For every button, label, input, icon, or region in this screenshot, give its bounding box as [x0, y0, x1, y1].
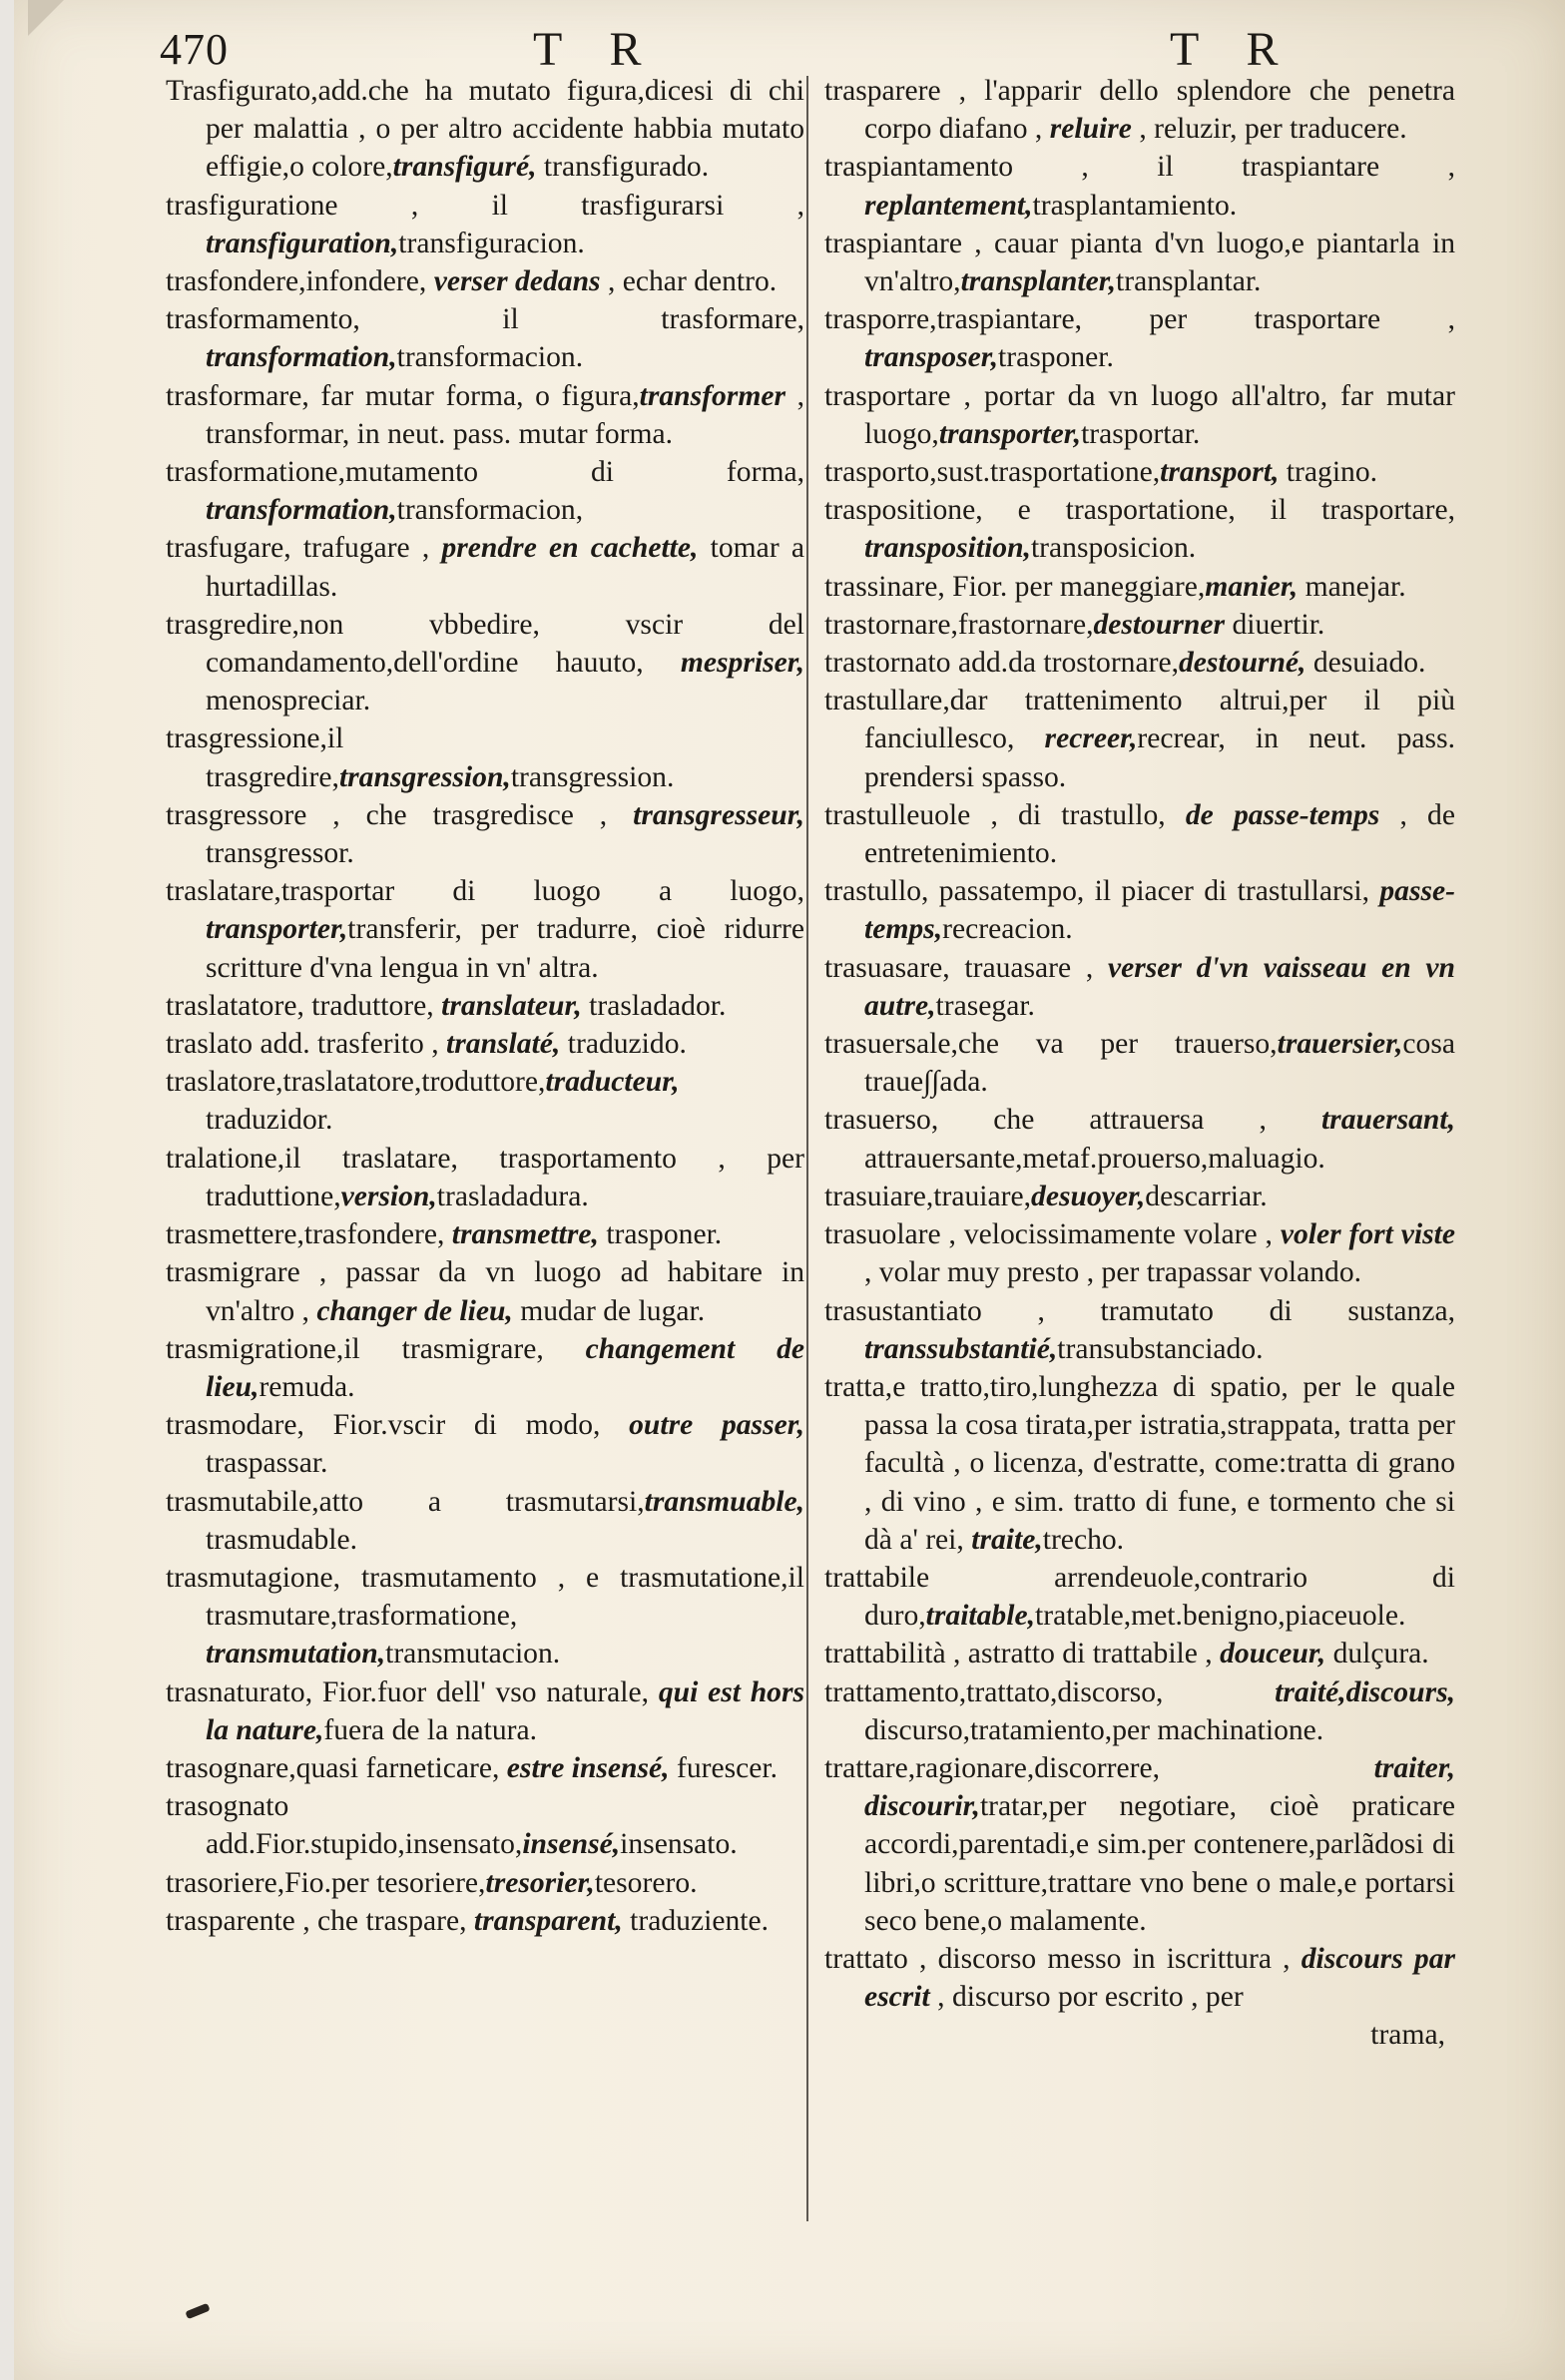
entry-spanish-term: transfiguracion. [398, 227, 585, 259]
dictionary-entry [824, 1749, 1455, 1940]
dictionary-entry [824, 1215, 1455, 1291]
entry-spanish-term: trasportar. [1081, 417, 1201, 450]
dictionary-entry [824, 1025, 1455, 1101]
entry-italian-definition: trastornare,frastornare, [824, 608, 1094, 641]
dictionary-entry [166, 987, 804, 1025]
entry-spanish-term: recreacion. [942, 913, 1073, 946]
dictionary-entry [824, 1178, 1455, 1215]
entry-french-term: transplanter, [960, 265, 1116, 298]
dictionary-entry [824, 72, 1455, 148]
dictionary-entry [166, 1902, 804, 1940]
dictionary-entry [166, 1673, 804, 1749]
entry-french-term: traitable, [925, 1600, 1035, 1633]
entry-french-term: changement de lieu, [206, 1332, 804, 1403]
entry-french-term: transmuable, [644, 1485, 804, 1518]
entry-italian-definition: trasuiare,trauiare, [824, 1180, 1032, 1212]
entry-italian-definition: trasparente , che traspare, [166, 1904, 474, 1937]
entry-italian-definition: traslatore,traslatatore,troduttore, [166, 1066, 546, 1099]
dictionary-entry [166, 300, 804, 376]
entry-french-term: transformation, [206, 341, 397, 374]
entry-italian-definition: trasognato add.Fior.stupido,insensato, [166, 1790, 523, 1861]
entry-italian-definition: traslato add. trasferito , [166, 1028, 447, 1061]
entry-spanish-term: desuiado. [1305, 647, 1426, 680]
dictionary-entry [166, 1864, 804, 1902]
entry-french-term: transmettre, [451, 1218, 599, 1251]
entry-spanish-term: recrear, in neut. pass. prendersi spasso. [864, 722, 1455, 793]
running-head-right: T R [1170, 23, 1297, 76]
entry-spanish-term: transfigurado. [536, 151, 710, 184]
entry-french-term: transgression, [338, 760, 511, 793]
entry-italian-definition: trastulleuole , di trastullo, [824, 798, 1186, 831]
entry-italian-definition: trasognare,quasi farneticare, [166, 1751, 507, 1784]
dictionary-entry [824, 1635, 1455, 1672]
dictionary-entry [824, 1101, 1455, 1177]
dictionary-entry [166, 1483, 804, 1559]
entry-french-term: destourné, [1179, 647, 1306, 680]
entry-french-term: traité,discours, [1275, 1675, 1455, 1708]
dictionary-entry [824, 644, 1455, 682]
running-head-left: T R [533, 23, 660, 76]
entry-french-term: transformer [639, 379, 785, 412]
entry-italian-definition: trasfiguratione , il trasfigurarsi , [166, 189, 804, 222]
page-corner-fold [28, 0, 64, 36]
entry-italian-definition: trasportare , portar da vn luogo all'altro, far mutar luogo, [824, 379, 1455, 450]
entry-spanish-term: transmutacion. [385, 1638, 561, 1670]
ink-mark [185, 2303, 210, 2319]
dictionary-entry [824, 796, 1455, 872]
entry-spanish-term: mudar de lugar. [512, 1294, 706, 1327]
entry-italian-definition: trasmigratione,il trasmigrare, [166, 1332, 586, 1365]
dictionary-entry [824, 225, 1455, 300]
entry-italian-definition: trasgredire,non vbbedire, vscir del comandamento,dell'ordine hauuto, [166, 608, 804, 680]
entry-french-term: trauersant, [1320, 1104, 1455, 1137]
dictionary-entry [824, 491, 1455, 567]
entry-spanish-term: transplantar. [1116, 265, 1262, 298]
dictionary-entry [166, 529, 804, 605]
entry-italian-definition: trasuersale,che va per trauerso, [824, 1028, 1278, 1061]
entry-italian-definition: trastullare,dar trattenimento altrui,per il più fanciullesco, [824, 685, 1455, 755]
entry-spanish-term: trasponer. [598, 1218, 723, 1251]
entry-french-term: version, [340, 1180, 437, 1212]
entry-french-term: transmutation, [206, 1638, 386, 1670]
entry-italian-definition: trattato , discorso messo in iscrittura , [824, 1942, 1302, 1975]
column-divider [806, 76, 808, 2221]
dictionary-entry [166, 72, 804, 187]
entry-spanish-term: tragino. [1279, 456, 1378, 489]
entry-spanish-term: , reluzir, per traducere. [1131, 113, 1407, 146]
entry-italian-definition: traspositione, e trasportatione, il trasportare, [824, 494, 1455, 527]
dictionary-entry [166, 377, 804, 453]
entry-spanish-term: traspassar. [206, 1447, 328, 1480]
entry-italian-definition: trattamento,trattato,discorso, [824, 1675, 1276, 1708]
entry-italian-definition: trastullo, passatempo, il piacer di trastullarsi, [824, 875, 1380, 908]
dictionary-entry [166, 1749, 804, 1787]
entry-spanish-term: tomar a hurtadillas. [206, 532, 804, 603]
dictionary-entry [166, 1787, 804, 1863]
catchword: trama, [1370, 2019, 1445, 2052]
entry-spanish-term: trasladadura. [436, 1180, 589, 1212]
entry-french-term: voler fort viste [1280, 1218, 1455, 1251]
entry-spanish-term: menospreciar. [206, 685, 371, 717]
entry-french-term: desuoyer, [1031, 1180, 1146, 1212]
entry-french-term: transfiguration, [206, 227, 399, 259]
entry-spanish-term: attrauersante,metaf.prouerso,maluagio. [864, 1142, 1325, 1175]
dictionary-entry [824, 568, 1455, 606]
entry-spanish-term: , transformar, in neut. pass. mutar forma. [206, 379, 805, 450]
entry-french-term: transport, [1160, 456, 1280, 489]
entry-italian-definition: tralatione,il traslatare, trasportamento , per traduttione, [166, 1142, 804, 1212]
entry-spanish-term: transposicion. [1030, 532, 1197, 565]
entry-spanish-term: fuera de la natura. [323, 1713, 538, 1746]
entry-italian-definition: trasgressore , che trasgredisce , [166, 798, 634, 831]
entry-italian-definition: trasformare, far mutar forma, o figura, [166, 379, 640, 412]
entry-french-term: qui est hors la nature, [206, 1675, 804, 1746]
page-number: 470 [160, 25, 229, 74]
entry-italian-definition: trasoriere,Fio.per tesoriere, [166, 1866, 486, 1899]
entry-french-term: traite, [971, 1523, 1043, 1556]
entry-french-term: discours par escrit [864, 1942, 1456, 2014]
entry-italian-definition: trasgressione,il trasgredire, [166, 722, 344, 793]
entry-french-term: reluire [1049, 113, 1132, 146]
entry-french-term: translaté, [446, 1028, 561, 1061]
entry-french-term: transsubstantié, [864, 1332, 1058, 1365]
entry-spanish-term: transformacion. [396, 341, 584, 374]
entry-italian-definition: trasmutagione, trasmutamento , e trasmutatione,il trasmutare,trasformatione, [166, 1561, 804, 1633]
dictionary-entry [166, 796, 804, 872]
dictionary-entry [824, 453, 1455, 491]
dictionary-entry [166, 1559, 804, 1673]
entry-italian-definition: trasustantiato , tramutato di sustanza, [824, 1294, 1455, 1327]
entry-spanish-term: , discurso por escrito , per [929, 1981, 1244, 2014]
dictionary-entry [166, 1215, 804, 1253]
entry-french-term: mespriser, [680, 647, 804, 680]
dictionary-entry [824, 682, 1455, 796]
entry-spanish-term: trasegar. [935, 989, 1035, 1022]
entry-italian-definition: trasporre,traspiantare, per trasportare , [824, 303, 1455, 336]
entry-french-term: estre insensé, [506, 1751, 670, 1784]
entry-italian-definition: trasmettere,trasfondere, [166, 1218, 452, 1251]
entry-spanish-term: transferir, per tradurre, cioè ridurre scritture d'vna lengua in vn' altra. [206, 913, 804, 984]
entry-italian-definition: trasuasare, trauasare , [824, 951, 1108, 984]
dictionary-entry [166, 187, 804, 262]
entry-french-term: passe-temps, [864, 875, 1455, 946]
entry-italian-definition: Trasfigurato,add.che ha mutato figura,dicesi di chi per malattia , o per altro accidente habbia mutato effigie,o colore, [166, 75, 804, 184]
dictionary-entry [824, 1940, 1455, 2016]
entry-italian-definition: trasporto,sust.trasportatione, [824, 456, 1161, 489]
dictionary-entry [824, 1673, 1455, 1749]
entry-french-term: replantement, [864, 189, 1033, 222]
entry-spanish-term: tratar,per negotiare, cioè praticare accordi,parentadi,e sim.per contenere,parlãdosi di libri,o scritture,trattare vno bene o male,e portarsi seco bene,o malamente. [864, 1790, 1455, 1937]
entry-italian-definition: tratta,e tratto,tiro,lunghezza di spatio, per le quale passa la cosa tirata,per istratia,strappata, tratta per facultà , o licenza, d'estratte, come:tratta di grano , di vino , e sim. tratto di fune, e tormento che si dà a' rei, [824, 1370, 1455, 1556]
entry-spanish-term: , de entretenimiento. [864, 798, 1455, 870]
entry-italian-definition: trattare,ragionare,discorrere, [824, 1751, 1374, 1784]
entry-spanish-term: manejar. [1298, 570, 1406, 603]
entry-spanish-term: furescer. [669, 1751, 779, 1784]
entry-spanish-term: dulçura. [1325, 1638, 1429, 1670]
entry-spanish-term: trasladador. [581, 989, 727, 1022]
entry-italian-definition: trassinare, Fior. per maneggiare, [824, 570, 1206, 603]
entry-french-term: transformation, [206, 494, 397, 527]
entry-italian-definition: trasfondere,infondere, [166, 265, 434, 298]
entry-spanish-term: transgressor. [206, 837, 354, 870]
entry-french-term: trauersier, [1277, 1028, 1403, 1061]
entry-french-term: transposition, [864, 532, 1031, 565]
dictionary-entry [166, 1330, 804, 1406]
entry-italian-definition: trasformamento, il trasformare, [166, 303, 804, 336]
entry-spanish-term: traduzidor. [206, 1104, 333, 1137]
entry-spanish-term: trasponer. [998, 341, 1114, 374]
right-column [824, 72, 1455, 2055]
entry-spanish-term: trasplantamiento. [1032, 189, 1238, 222]
entry-french-term: transfiguré, [392, 151, 537, 184]
entry-italian-definition: traspiantamento , il traspiantare , [824, 151, 1455, 184]
entry-french-term: insensé, [522, 1828, 621, 1861]
entry-french-term: transparent, [473, 1904, 623, 1937]
dictionary-entry [166, 719, 804, 795]
dictionary-entry [824, 148, 1455, 224]
entry-french-term: verser dedans [433, 265, 601, 298]
entry-french-term: translateur, [441, 989, 582, 1022]
entry-french-term: outre passer, [629, 1409, 804, 1442]
entry-italian-definition: trattabilità , astratto di trattabile , [824, 1638, 1221, 1670]
entry-spanish-term: trasmudable. [206, 1523, 358, 1556]
entry-spanish-term: transubstanciado. [1057, 1332, 1264, 1365]
entry-spanish-term: diuertir. [1225, 608, 1325, 641]
left-column [166, 72, 804, 1940]
entry-french-term: prendre en cachette, [441, 532, 699, 565]
dictionary-entry [166, 1063, 804, 1139]
entry-spanish-term: remuda. [259, 1370, 355, 1403]
entry-italian-definition: traspiantare , cauar pianta d'vn luogo,e piantarla in vn'altro, [824, 227, 1455, 298]
entry-spanish-term: traduziente. [622, 1904, 770, 1937]
entry-french-term: traiter, discourir, [864, 1751, 1455, 1823]
entry-french-term: verser d'vn vaisseau en vn autre, [864, 951, 1455, 1022]
entry-spanish-term: insensato. [620, 1828, 738, 1861]
entry-french-term: douceur, [1220, 1638, 1326, 1670]
dictionary-entry [824, 606, 1455, 644]
dictionary-entry [166, 262, 804, 300]
dictionary-entry [824, 1292, 1455, 1368]
entry-italian-definition: trasmutabile,atto a trasmutarsi, [166, 1485, 645, 1518]
entry-spanish-term: tesorero. [594, 1866, 698, 1899]
entry-french-term: recreer, [1044, 722, 1138, 755]
dictionary-entry [824, 1559, 1455, 1635]
entry-french-term: transporter, [206, 913, 348, 946]
entry-french-term: transgresseur, [633, 798, 804, 831]
entry-italian-definition: trastornato add.da trostornare, [824, 647, 1179, 680]
entry-italian-definition: trasfugare, trafugare , [166, 532, 442, 565]
entry-french-term: manier, [1205, 570, 1299, 603]
entry-french-term: transposer, [864, 341, 999, 374]
entry-spanish-term: transgression. [510, 760, 675, 793]
dictionary-entry [824, 872, 1455, 948]
entry-spanish-term: , volar muy presto , per trapassar volando. [864, 1256, 1362, 1289]
entry-french-term: de passe-temps [1185, 798, 1380, 831]
entry-french-term: changer de lieu, [316, 1294, 513, 1327]
entry-italian-definition: trasmodare, Fior.vscir di modo, [166, 1409, 630, 1442]
entry-italian-definition: traslatatore, traduttore, [166, 989, 442, 1022]
dictionary-entry [166, 1025, 804, 1063]
entry-spanish-term: transformacion, [396, 494, 584, 527]
dictionary-entry [824, 949, 1455, 1025]
dictionary-entry [166, 872, 804, 987]
entry-italian-definition: traslatare,trasportar di luogo a luogo, [166, 875, 804, 908]
entry-spanish-term: discurso,tratamiento,per machinatione. [864, 1713, 1324, 1746]
entry-spanish-term: descarriar. [1145, 1180, 1268, 1212]
entry-french-term: destourner [1093, 608, 1226, 641]
dictionary-entry [824, 1368, 1455, 1559]
entry-spanish-term: cosa traue∫∫ada. [864, 1028, 1455, 1099]
entry-french-term: tresorier, [485, 1866, 595, 1899]
entry-italian-definition: trasuerso, che attrauersa , [824, 1104, 1321, 1137]
entry-french-term: traducteur, [545, 1066, 680, 1099]
dictionary-entry [824, 300, 1455, 376]
entry-italian-definition: trasmigrare , passar da vn luogo ad habitare in vn'altro , [166, 1256, 804, 1327]
entry-spanish-term: trecho. [1042, 1523, 1125, 1556]
dictionary-entry [166, 1140, 804, 1215]
dictionary-entry [166, 606, 804, 720]
entry-french-term: transporter, [938, 417, 1082, 450]
dictionary-entry [166, 453, 804, 529]
entry-spanish-term: traduzido. [560, 1028, 687, 1061]
entry-italian-definition: trasuolare , velocissimamente volare , [824, 1218, 1281, 1251]
dictionary-entry [824, 377, 1455, 453]
entry-italian-definition: trasnaturato, Fior.fuor dell' vso naturale, [166, 1675, 659, 1708]
entry-spanish-term: , echar dentro. [600, 265, 778, 298]
book-page [14, 0, 1565, 2380]
entry-italian-definition: trattabile arrendeuole,contrario di duro, [824, 1561, 1455, 1633]
entry-spanish-term: tratable,met.benigno,piaceuole. [1035, 1600, 1406, 1633]
dictionary-entry [166, 1253, 804, 1329]
entry-italian-definition: trasformatione,mutamento di forma, [166, 456, 804, 489]
dictionary-entry [166, 1406, 804, 1482]
entry-italian-definition: trasparere , l'apparir dello splendore che penetra corpo diafano , [824, 75, 1455, 146]
